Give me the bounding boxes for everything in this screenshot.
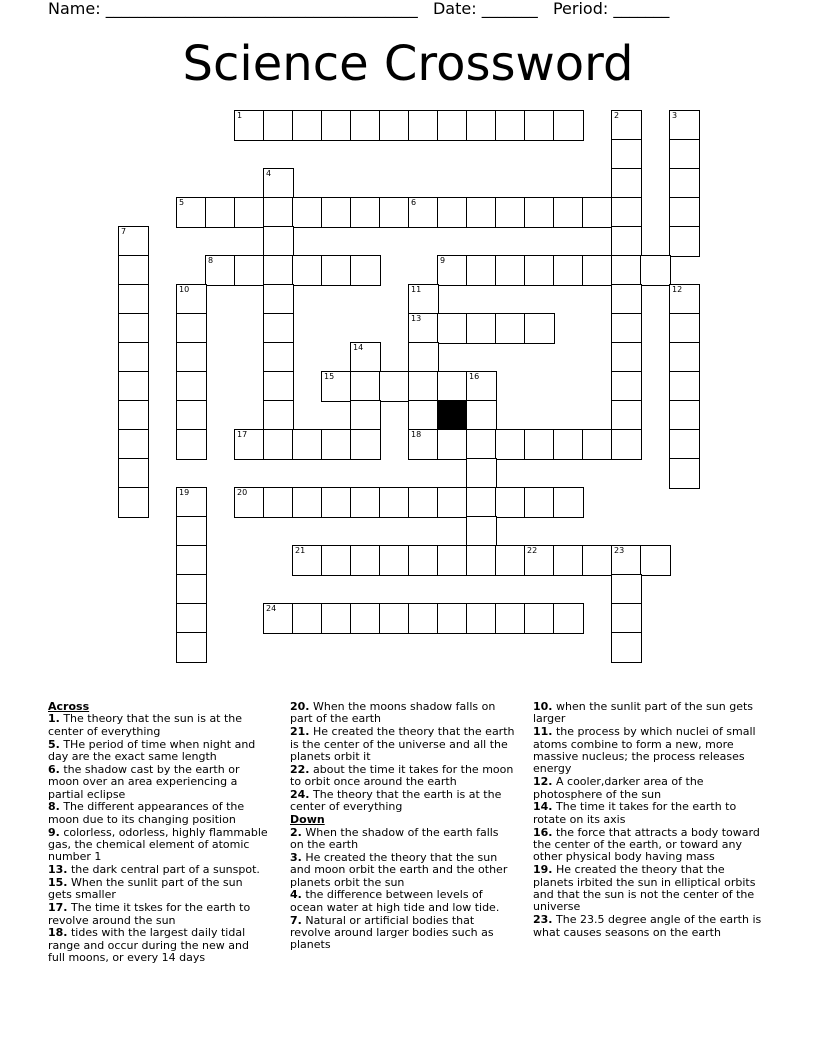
grid-cell[interactable] bbox=[669, 429, 700, 460]
clue-item-number: 24. bbox=[290, 788, 310, 802]
clues-column-1 bbox=[48, 701, 268, 965]
grid-cell[interactable] bbox=[350, 545, 381, 576]
clue-item-number: 14. bbox=[533, 800, 553, 814]
clue-item bbox=[290, 915, 515, 952]
clue-item-text: He created the theory that the earth is the center of the universe and all the planets orbit it bbox=[290, 725, 515, 764]
grid-cell[interactable] bbox=[263, 400, 294, 431]
clue-item-number: 7. bbox=[290, 913, 302, 927]
grid-cell[interactable] bbox=[611, 313, 642, 344]
grid-cell[interactable] bbox=[176, 400, 207, 431]
clue-number: 10 bbox=[179, 285, 190, 294]
grid-cell[interactable] bbox=[321, 487, 352, 518]
grid-cell[interactable] bbox=[466, 371, 497, 402]
grid-cell[interactable] bbox=[466, 197, 497, 228]
grid-cell[interactable] bbox=[466, 516, 497, 547]
grid-cell[interactable] bbox=[321, 255, 352, 286]
grid-cell[interactable] bbox=[292, 545, 323, 576]
clues-column-3 bbox=[533, 701, 763, 939]
grid-cell[interactable] bbox=[466, 255, 497, 286]
clue-number: 17 bbox=[237, 430, 248, 439]
grid-cell[interactable] bbox=[437, 371, 468, 402]
clue-item-text: the process by which nuclei of small atoms combine to form a new, more massive nucleus; the process releases energy bbox=[533, 725, 756, 776]
grid-cell[interactable] bbox=[350, 197, 381, 228]
grid-cell[interactable] bbox=[437, 487, 468, 518]
grid-cell[interactable] bbox=[582, 255, 613, 286]
grid-cell[interactable] bbox=[524, 487, 555, 518]
grid-cell[interactable] bbox=[524, 429, 555, 460]
clue-number: 15 bbox=[324, 372, 335, 381]
grid-cell[interactable] bbox=[176, 284, 207, 315]
grid-cell[interactable] bbox=[437, 429, 468, 460]
grid-cell[interactable] bbox=[524, 110, 555, 141]
grid-cell[interactable] bbox=[350, 110, 381, 141]
grid-cell[interactable] bbox=[234, 429, 265, 460]
grid-cell[interactable] bbox=[350, 255, 381, 286]
grid-cell[interactable] bbox=[669, 197, 700, 228]
clue-item-number: 17. bbox=[48, 901, 68, 915]
clue-item bbox=[48, 713, 268, 738]
clues-column-2 bbox=[290, 701, 515, 952]
clue-item-text: Natural or artificial bodies that revolve around larger bodies such as planets bbox=[290, 913, 494, 952]
across-clue-list-cont bbox=[290, 701, 515, 814]
grid-cell[interactable] bbox=[495, 255, 526, 286]
grid-cell[interactable] bbox=[205, 255, 236, 286]
grid-cell[interactable] bbox=[495, 603, 526, 634]
date-label: Date: bbox=[432, 0, 477, 18]
grid-cell[interactable] bbox=[495, 429, 526, 460]
down-clue-list bbox=[290, 827, 515, 952]
grid-cell[interactable] bbox=[176, 313, 207, 344]
clue-item-number: 23. bbox=[533, 913, 553, 927]
date-blank[interactable]: _______ bbox=[481, 0, 538, 18]
clue-item bbox=[48, 801, 268, 826]
clue-number: 14 bbox=[353, 343, 364, 352]
grid-cell[interactable] bbox=[292, 255, 323, 286]
grid-cell[interactable] bbox=[176, 342, 207, 373]
grid-cell[interactable] bbox=[466, 400, 497, 431]
clue-item-number: 19. bbox=[533, 863, 553, 877]
clue-item-number: 2. bbox=[290, 825, 302, 839]
grid-cell[interactable] bbox=[611, 603, 642, 634]
grid-cell[interactable] bbox=[292, 429, 323, 460]
clue-item bbox=[48, 739, 268, 764]
clue-number: 2 bbox=[614, 111, 620, 120]
grid-cell[interactable] bbox=[408, 313, 439, 344]
grid-cell[interactable] bbox=[350, 487, 381, 518]
grid-cell[interactable] bbox=[669, 371, 700, 402]
grid-cell[interactable] bbox=[611, 400, 642, 431]
grid-cell[interactable] bbox=[263, 429, 294, 460]
page-title: Science Crossword bbox=[182, 36, 634, 92]
grid-cell[interactable] bbox=[408, 603, 439, 634]
grid-cell[interactable] bbox=[553, 110, 584, 141]
grid-cell[interactable] bbox=[495, 545, 526, 576]
grid-cell[interactable] bbox=[379, 110, 410, 141]
grid-cell[interactable] bbox=[234, 110, 265, 141]
clue-number: 23 bbox=[614, 546, 625, 555]
clue-item-number: 22. bbox=[290, 762, 310, 776]
clue-item bbox=[48, 902, 268, 927]
grid-cell[interactable] bbox=[408, 110, 439, 141]
grid-cell[interactable] bbox=[350, 400, 381, 431]
clue-item bbox=[533, 864, 763, 914]
grid-cell[interactable] bbox=[176, 197, 207, 228]
clue-item bbox=[533, 914, 763, 939]
clue-item-text: the dark central part of a sunspot. bbox=[67, 863, 260, 877]
clue-number: 11 bbox=[411, 285, 422, 294]
clue-item-number: 9. bbox=[48, 825, 60, 839]
grid-cell[interactable] bbox=[669, 139, 700, 170]
clue-item-text: the force that attracts a body toward the center of the earth, or toward any other physical body having mass bbox=[533, 825, 760, 864]
grid-cell[interactable] bbox=[611, 110, 642, 141]
grid-cell[interactable] bbox=[118, 226, 149, 257]
grid-cell[interactable] bbox=[321, 429, 352, 460]
clue-item-text: the difference between levels of ocean water at high tide and low tide. bbox=[290, 888, 500, 914]
grid-cell[interactable] bbox=[321, 603, 352, 634]
grid-cell[interactable] bbox=[437, 545, 468, 576]
grid-cell[interactable] bbox=[408, 487, 439, 518]
grid-cell[interactable] bbox=[176, 574, 207, 605]
grid-cell[interactable] bbox=[292, 110, 323, 141]
clue-item-text: He created the theory that the planets irbited the sun in elliptical orbits and that the sun is not the center of the universe bbox=[533, 863, 756, 914]
clue-item-text: colorless, odorless, highly flammable gas, the chemical element of atomic number 1 bbox=[48, 825, 268, 864]
grid-cell[interactable] bbox=[118, 458, 149, 489]
clue-number: 20 bbox=[237, 488, 248, 497]
clue-item-text: the shadow cast by the earth or moon over an area experiencing a partial eclipse bbox=[48, 762, 240, 801]
grid-cell[interactable] bbox=[611, 284, 642, 315]
grid-cell[interactable] bbox=[524, 603, 555, 634]
clue-item bbox=[533, 701, 763, 726]
clue-item bbox=[533, 801, 763, 826]
grid-cell[interactable] bbox=[408, 400, 439, 431]
grid-cell[interactable] bbox=[321, 545, 352, 576]
black-cell bbox=[437, 400, 468, 431]
grid-cell[interactable] bbox=[640, 255, 671, 286]
grid-cell[interactable] bbox=[118, 313, 149, 344]
grid-cell[interactable] bbox=[466, 603, 497, 634]
grid-cell[interactable] bbox=[437, 313, 468, 344]
grid-cell[interactable] bbox=[263, 110, 294, 141]
clue-item bbox=[290, 701, 515, 726]
clue-item bbox=[48, 864, 268, 876]
grid-cell[interactable] bbox=[118, 255, 149, 286]
clue-number: 16 bbox=[469, 372, 480, 381]
grid-cell[interactable] bbox=[205, 197, 236, 228]
grid-cell[interactable] bbox=[176, 516, 207, 547]
grid-cell[interactable] bbox=[321, 371, 352, 402]
grid-cell[interactable] bbox=[118, 342, 149, 373]
grid-cell[interactable] bbox=[669, 226, 700, 257]
clue-number: 7 bbox=[121, 227, 127, 236]
clue-item-number: 3. bbox=[290, 850, 302, 864]
clue-number: 21 bbox=[295, 546, 306, 555]
grid-cell[interactable] bbox=[263, 313, 294, 344]
clue-number: 12 bbox=[672, 285, 683, 294]
grid-cell[interactable] bbox=[466, 313, 497, 344]
grid-cell[interactable] bbox=[611, 255, 642, 286]
grid-cell[interactable] bbox=[234, 197, 265, 228]
clue-number: 8 bbox=[208, 256, 214, 265]
grid-cell[interactable] bbox=[263, 255, 294, 286]
grid-cell[interactable] bbox=[466, 110, 497, 141]
clue-item-number: 20. bbox=[290, 700, 310, 713]
grid-cell[interactable] bbox=[495, 197, 526, 228]
clue-item bbox=[290, 889, 515, 914]
down-clue-list-cont bbox=[533, 701, 763, 939]
clue-item-number: 13. bbox=[48, 863, 68, 877]
clue-item bbox=[48, 877, 268, 902]
clue-item-text: when the sunlit part of the sun gets larger bbox=[533, 700, 754, 726]
grid-cell[interactable] bbox=[350, 603, 381, 634]
across-clue-list bbox=[48, 713, 268, 964]
grid-cell[interactable] bbox=[176, 487, 207, 518]
grid-cell[interactable] bbox=[437, 110, 468, 141]
clue-item-text: tides with the largest daily tidal range and occur during the new and full moons, or every 14 days bbox=[48, 926, 249, 965]
grid-cell[interactable] bbox=[176, 603, 207, 634]
grid-cell[interactable] bbox=[611, 342, 642, 373]
grid-cell[interactable] bbox=[379, 371, 410, 402]
grid-cell[interactable] bbox=[611, 168, 642, 199]
grid-cell[interactable] bbox=[466, 429, 497, 460]
name-blank[interactable]: _______________________________________ bbox=[105, 0, 418, 18]
grid-cell[interactable] bbox=[553, 603, 584, 634]
grid-cell[interactable] bbox=[379, 545, 410, 576]
clue-item-text: When the moons shadow falls on part of the earth bbox=[290, 700, 496, 726]
clue-item bbox=[290, 726, 515, 763]
clue-item-number: 18. bbox=[48, 926, 68, 940]
grid-cell[interactable] bbox=[437, 255, 468, 286]
grid-cell[interactable] bbox=[495, 110, 526, 141]
grid-cell[interactable] bbox=[408, 197, 439, 228]
grid-cell[interactable] bbox=[263, 284, 294, 315]
grid-cell[interactable] bbox=[582, 545, 613, 576]
grid-cell[interactable] bbox=[611, 574, 642, 605]
clue-item-text: The 23.5 degree angle of the earth is what causes seasons on the earth bbox=[533, 913, 762, 939]
grid-cell[interactable] bbox=[669, 168, 700, 199]
clue-item bbox=[48, 927, 268, 964]
grid-cell[interactable] bbox=[553, 545, 584, 576]
grid-cell[interactable] bbox=[408, 342, 439, 373]
clue-item bbox=[290, 852, 515, 889]
grid-cell[interactable] bbox=[379, 487, 410, 518]
grid-cell[interactable] bbox=[553, 487, 584, 518]
clue-number: 19 bbox=[179, 488, 190, 497]
grid-cell[interactable] bbox=[669, 400, 700, 431]
grid-cell[interactable] bbox=[524, 545, 555, 576]
grid-cell[interactable] bbox=[495, 313, 526, 344]
clue-number: 6 bbox=[411, 198, 417, 207]
grid-cell[interactable] bbox=[118, 487, 149, 518]
grid-cell[interactable] bbox=[408, 429, 439, 460]
grid-cell[interactable] bbox=[263, 226, 294, 257]
clue-item-number: 4. bbox=[290, 888, 302, 902]
grid-cell[interactable] bbox=[611, 139, 642, 170]
grid-cell[interactable] bbox=[611, 545, 642, 576]
clue-item-number: 16. bbox=[533, 825, 553, 839]
clue-item bbox=[290, 764, 515, 789]
down-heading: Down bbox=[290, 813, 325, 827]
clue-item bbox=[533, 726, 763, 776]
grid-cell[interactable] bbox=[321, 110, 352, 141]
clue-item-number: 15. bbox=[48, 876, 68, 890]
clue-item-number: 12. bbox=[533, 775, 553, 789]
grid-cell[interactable] bbox=[582, 429, 613, 460]
clue-item-text: The time it tskes for the earth to revolve around the sun bbox=[48, 901, 251, 927]
grid-cell[interactable] bbox=[524, 313, 555, 344]
clue-number: 18 bbox=[411, 430, 422, 439]
grid-cell[interactable] bbox=[176, 632, 207, 663]
clue-number: 13 bbox=[411, 314, 422, 323]
grid-cell[interactable] bbox=[495, 487, 526, 518]
clue-item-number: 21. bbox=[290, 725, 310, 739]
grid-cell[interactable] bbox=[611, 429, 642, 460]
clue-number: 22 bbox=[527, 546, 538, 555]
grid-cell[interactable] bbox=[263, 371, 294, 402]
period-blank[interactable]: _______ bbox=[613, 0, 670, 18]
clue-number: 24 bbox=[266, 604, 277, 613]
grid-cell[interactable] bbox=[379, 603, 410, 634]
grid-cell[interactable] bbox=[292, 197, 323, 228]
grid-cell[interactable] bbox=[408, 371, 439, 402]
grid-cell[interactable] bbox=[350, 371, 381, 402]
grid-cell[interactable] bbox=[350, 429, 381, 460]
grid-cell[interactable] bbox=[437, 603, 468, 634]
grid-cell[interactable] bbox=[466, 487, 497, 518]
grid-cell[interactable] bbox=[553, 197, 584, 228]
grid-cell[interactable] bbox=[118, 400, 149, 431]
clue-item-text: When the shadow of the earth falls on the earth bbox=[290, 825, 499, 852]
grid-cell[interactable] bbox=[263, 168, 294, 199]
clue-item-number: 6. bbox=[48, 762, 60, 776]
clue-item bbox=[290, 827, 515, 852]
clue-item-number: 1. bbox=[48, 712, 60, 726]
clue-item-text: A cooler,darker area of the photosphere of the sun bbox=[533, 775, 704, 801]
grid-cell[interactable] bbox=[669, 342, 700, 373]
clue-item-text: The different appearances of the moon due to its changing position bbox=[48, 800, 245, 826]
grid-cell[interactable] bbox=[263, 197, 294, 228]
clue-item bbox=[533, 827, 763, 864]
grid-cell[interactable] bbox=[669, 110, 700, 141]
grid-cell[interactable] bbox=[263, 342, 294, 373]
grid-cell[interactable] bbox=[553, 429, 584, 460]
clue-item bbox=[48, 764, 268, 801]
clue-item-text: The time it takes for the earth to rotate on its axis bbox=[533, 800, 737, 826]
clue-item bbox=[48, 827, 268, 864]
clue-number: 5 bbox=[179, 198, 185, 207]
grid-cell[interactable] bbox=[350, 342, 381, 373]
grid-cell[interactable] bbox=[611, 226, 642, 257]
grid-cell[interactable] bbox=[234, 255, 265, 286]
grid-cell[interactable] bbox=[466, 545, 497, 576]
grid-cell[interactable] bbox=[379, 197, 410, 228]
clue-item-text: about the time it takes for the moon to orbit once around the earth bbox=[290, 762, 514, 789]
grid-cell[interactable] bbox=[118, 371, 149, 402]
grid-cell[interactable] bbox=[234, 487, 265, 518]
grid-cell[interactable] bbox=[669, 458, 700, 489]
grid-cell[interactable] bbox=[176, 371, 207, 402]
clue-item bbox=[533, 776, 763, 801]
grid-cell[interactable] bbox=[640, 545, 671, 576]
clue-number: 1 bbox=[237, 111, 243, 120]
grid-cell[interactable] bbox=[321, 197, 352, 228]
grid-cell[interactable] bbox=[263, 603, 294, 634]
grid-cell[interactable] bbox=[466, 458, 497, 489]
grid-cell[interactable] bbox=[611, 371, 642, 402]
grid-cell[interactable] bbox=[524, 197, 555, 228]
grid-cell[interactable] bbox=[292, 603, 323, 634]
grid-cell[interactable] bbox=[408, 545, 439, 576]
clue-number: 4 bbox=[266, 169, 272, 178]
clue-item-text: The theory that the sun is at the center of everything bbox=[48, 712, 243, 738]
clue-item-text: He created the theory that the sun and moon orbit the earth and the other planets orbit the sun bbox=[290, 850, 508, 889]
clue-item-number: 10. bbox=[533, 700, 553, 713]
grid-cell[interactable] bbox=[118, 429, 149, 460]
clue-item-number: 5. bbox=[48, 737, 60, 751]
clue-item-text: THe period of time when night and day are the exact same length bbox=[48, 737, 256, 764]
grid-cell[interactable] bbox=[669, 284, 700, 315]
grid-cell[interactable] bbox=[524, 255, 555, 286]
grid-cell[interactable] bbox=[669, 313, 700, 344]
grid-cell[interactable] bbox=[292, 487, 323, 518]
clue-number: 9 bbox=[440, 256, 446, 265]
across-heading: Across bbox=[48, 700, 90, 713]
grid-cell[interactable] bbox=[437, 197, 468, 228]
grid-cell[interactable] bbox=[118, 284, 149, 315]
clue-item-number: 11. bbox=[533, 725, 553, 739]
grid-cell[interactable] bbox=[176, 545, 207, 576]
grid-cell[interactable] bbox=[582, 197, 613, 228]
name-label: Name: bbox=[48, 0, 101, 18]
clue-item-text: The theory that the earth is at the center of everything bbox=[290, 788, 502, 814]
grid-cell[interactable] bbox=[611, 632, 642, 663]
grid-cell[interactable] bbox=[611, 197, 642, 228]
clue-item bbox=[290, 789, 515, 814]
period-label: Period: bbox=[552, 0, 609, 18]
clue-item-number: 8. bbox=[48, 800, 60, 814]
grid-cell[interactable] bbox=[176, 429, 207, 460]
grid-cell[interactable] bbox=[408, 284, 439, 315]
clue-number: 3 bbox=[672, 111, 678, 120]
clue-item-text: When the sunlit part of the sun gets smaller bbox=[48, 876, 243, 902]
grid-cell[interactable] bbox=[263, 487, 294, 518]
grid-cell[interactable] bbox=[553, 255, 584, 286]
